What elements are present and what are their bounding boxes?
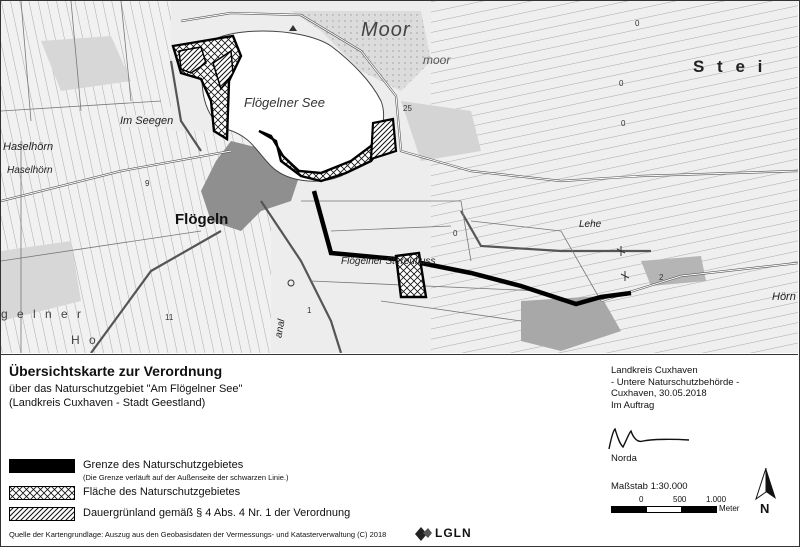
label-haselhorn-1: Haselhörn — [3, 141, 54, 153]
signature — [603, 425, 693, 453]
label-1: 1 — [307, 306, 312, 315]
label-0a: 0 — [619, 79, 624, 88]
label-stei: S t e i — [693, 57, 767, 76]
area-swatch — [9, 486, 75, 500]
boundary-note: (Die Grenze verläuft auf der Außenseite der schwarzen Linie.) — [83, 473, 289, 482]
lgln-text: LGLN — [435, 526, 472, 540]
legend-title: Übersichtskarte zur Verordnung — [9, 363, 223, 379]
scale-segment-2 — [646, 506, 682, 513]
north-label: N — [760, 501, 770, 516]
label-im-seegen: Im Seegen — [120, 115, 174, 127]
map-area — [1, 1, 798, 353]
area-label: Fläche des Naturschutzgebietes — [83, 486, 241, 498]
label-anal: anal — [273, 318, 288, 339]
signer-name: Norda — [611, 453, 637, 464]
label-25: 25 — [403, 104, 412, 113]
authority-line-2: - Untere Naturschutzbehörde - — [611, 376, 740, 388]
label-2: 2 — [659, 273, 664, 282]
scale-unit: Meter — [719, 504, 740, 513]
scale-tick-500: 500 — [673, 495, 687, 504]
source-note: Quelle der Kartengrundlage: Auszug aus den Geobasisdaten der Vermessungs- und Katasterverwaltung (C) 2018 — [9, 530, 387, 539]
scale-tick-1000: 1.000 — [706, 495, 727, 504]
label-0b: 0 — [453, 229, 458, 238]
label-0d: 0 — [635, 19, 640, 28]
label-moor-small: moor — [423, 53, 451, 67]
authority-line-3: Cuxhaven, 30.05.2018 — [611, 388, 707, 399]
label-0c: 0 — [621, 119, 626, 128]
map-canvas — [1, 1, 798, 353]
legend-subtitle-2: (Landkreis Cuxhaven - Stadt Geestland) — [9, 397, 206, 409]
label-ho: H o — [71, 333, 99, 347]
scale-segment-3 — [681, 506, 717, 513]
lgln-logo — [413, 524, 483, 542]
label-flogelner-stereufluss: Flögelner Stereufluss — [341, 256, 436, 267]
legend-subtitle-1: über das Naturschutzgebiet "Am Flögelner See" — [9, 383, 243, 395]
label-gelner: g e l n e r — [1, 307, 85, 321]
scale-segment-1 — [611, 506, 647, 513]
label-9: 9 — [145, 179, 150, 188]
authority-block — [611, 365, 739, 411]
legend-panel — [1, 354, 798, 546]
north-arrow-icon — [753, 467, 779, 501]
grassland-label: Dauergrünland gemäß § 4 Abs. 4 Nr. 1 der Verordnung — [83, 507, 351, 519]
authority-line-1: Landkreis Cuxhaven — [611, 365, 698, 376]
label-lehe: Lehe — [579, 219, 602, 230]
label-lake: Flögelner See — [244, 95, 325, 110]
label-horn: Hörn — [772, 291, 796, 303]
label-moor: Moor — [361, 19, 411, 41]
label-11: 11 — [165, 313, 174, 322]
boundary-swatch — [9, 459, 75, 473]
label-flogeln: Flögeln — [175, 211, 229, 228]
north-arrow — [753, 467, 779, 517]
lgln-logo-icon — [413, 524, 433, 542]
authority-line-4: Im Auftrag — [611, 399, 655, 411]
label-haselhorn-2: Haselhörn — [7, 165, 53, 176]
grassland-swatch — [9, 507, 75, 521]
boundary-label: Grenze des Naturschutzgebietes — [83, 459, 244, 471]
scale-tick-0: 0 — [639, 495, 644, 504]
scale-label: Maßstab 1:30.000 — [611, 481, 688, 492]
